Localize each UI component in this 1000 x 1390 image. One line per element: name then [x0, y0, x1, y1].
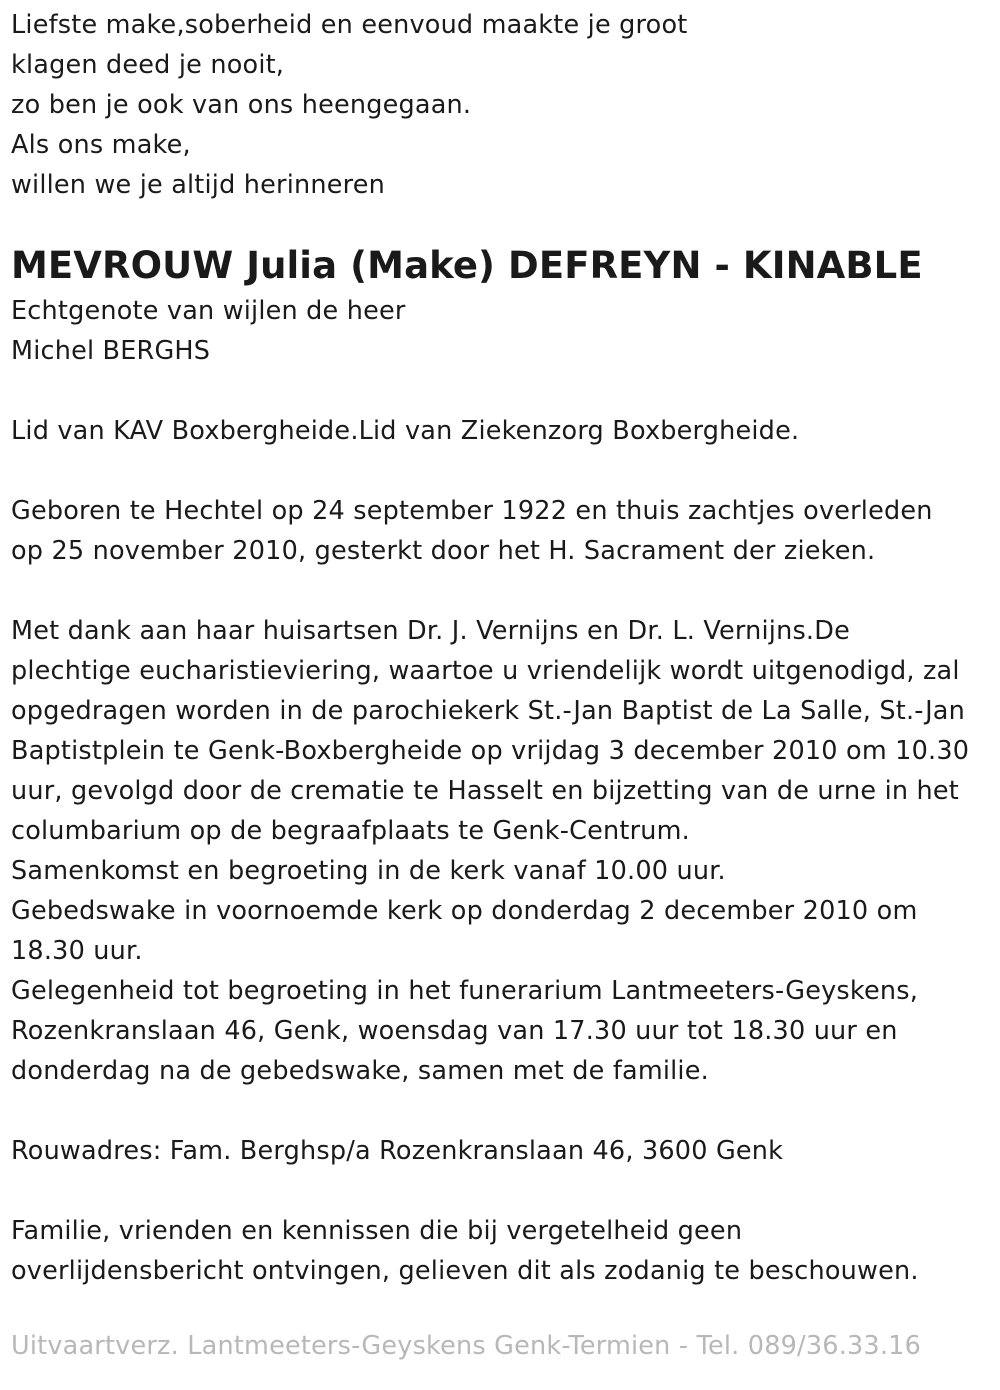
birth-death-info [11, 491, 991, 571]
birth-death-line: op 25 november 2010, gesterkt door het H. Sacrament der zieken. [11, 536, 876, 566]
ceremony-line: opgedragen worden in de parochiekerk St.-Jan Baptist de La Salle, St.-Jan [11, 696, 965, 726]
ceremony-info [11, 611, 991, 1091]
memorial-poem [11, 5, 991, 205]
obituary-notice [11, 0, 991, 1366]
ceremony-line: 18.30 uur. [11, 936, 143, 966]
ceremony-line: Gebedswake in voornoemde kerk op donderdag 2 december 2010 om [11, 896, 918, 926]
ceremony-line: Baptistplein te Genk-Boxbergheide op vrijdag 3 december 2010 om 10.30 [11, 736, 970, 766]
poem-line: willen we je altijd herinneren [11, 170, 385, 200]
spouse-line: Echtgenote van wijlen de heer [11, 296, 406, 326]
poem-line: Als ons make, [11, 130, 191, 160]
notice-line: overlijdensbericht ontvingen, gelieven dit als zodanig te beschouwen. [11, 1256, 919, 1286]
paragraph-spacer [11, 1091, 991, 1131]
ceremony-line: columbarium op de begraafplaats te Genk-Centrum. [11, 816, 690, 846]
deceased-name: MEVROUW Julia (Make) DEFREYN - KINABLE [11, 244, 923, 287]
poem-line: Liefste make,soberheid en eenvoud maakte je groot [11, 10, 688, 40]
spouse-info [11, 291, 991, 371]
notice-info [11, 1211, 991, 1291]
mourning-address: Rouwadres: Fam. Berghsp/a Rozenkranslaan 46, 3600 Genk [11, 1136, 784, 1166]
spouse-line: Michel BERGHS [11, 336, 211, 366]
ceremony-line: donderdag na de gebedswake, samen met de familie. [11, 1056, 709, 1086]
poem-line: zo ben je ook van ons heengegaan. [11, 90, 472, 120]
funeral-home-footer: Uitvaartverz. Lantmeeters-Geyskens Genk-Termien - Tel. 089/36.33.16 [11, 1331, 921, 1361]
ceremony-line: plechtige eucharistieviering, waartoe u vriendelijk wordt uitgenodigd, zal [11, 656, 960, 686]
poem-line: klagen deed je nooit, [11, 50, 285, 80]
birth-death-line: Geboren te Hechtel op 24 september 1922 en thuis zachtjes overleden [11, 496, 933, 526]
ceremony-line: Met dank aan haar huisartsen Dr. J. Vernijns en Dr. L. Vernijns.De [11, 616, 850, 646]
ceremony-line: Gelegenheid tot begroeting in het funerarium Lantmeeters-Geyskens, [11, 976, 919, 1006]
paragraph-spacer [11, 451, 991, 491]
notice-line: Familie, vrienden en kennissen die bij vergetelheid geen [11, 1216, 743, 1246]
memberships: Lid van KAV Boxbergheide.Lid van Ziekenzorg Boxbergheide. [11, 416, 800, 446]
paragraph-spacer [11, 1171, 991, 1211]
ceremony-line: uur, gevolgd door de crematie te Hasselt en bijzetting van de urne in het [11, 776, 959, 806]
ceremony-line: Rozenkranslaan 46, Genk, woensdag van 17.30 uur tot 18.30 uur en [11, 1016, 898, 1046]
paragraph-spacer [11, 571, 991, 611]
paragraph-spacer [11, 371, 991, 411]
ceremony-line: Samenkomst en begroeting in de kerk vanaf 10.00 uur. [11, 856, 726, 886]
